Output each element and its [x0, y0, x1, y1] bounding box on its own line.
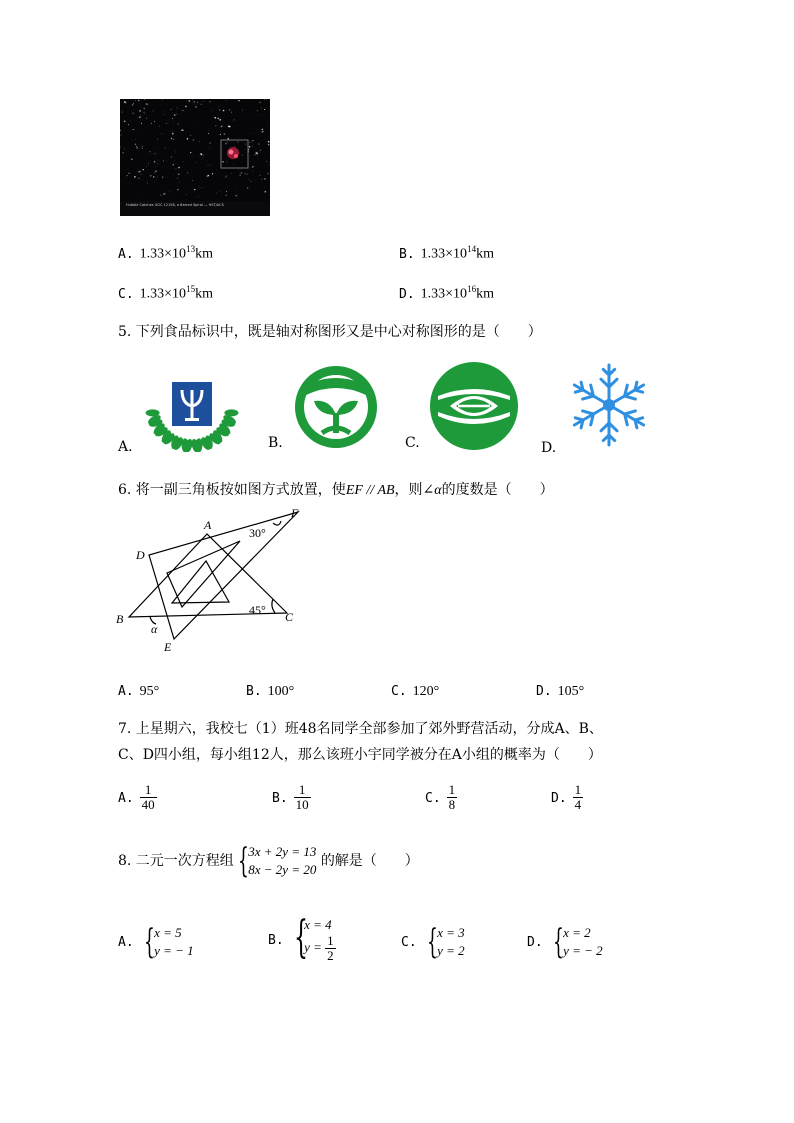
q4-option-b[interactable]: B. $1.33\times 10^{14}km$ [399, 244, 494, 262]
star [229, 109, 230, 110]
star [250, 181, 251, 182]
label-alpha: α [151, 622, 158, 636]
star [178, 124, 179, 125]
star [159, 126, 160, 127]
star [153, 111, 154, 112]
star [132, 104, 134, 106]
star [122, 152, 124, 154]
star [265, 191, 267, 193]
star [259, 102, 261, 104]
star [169, 191, 170, 192]
star [155, 171, 156, 172]
star [138, 100, 140, 102]
fraction: $\frac{1}{4}$ [574, 782, 582, 812]
star [268, 165, 269, 166]
star [253, 133, 254, 134]
star [224, 133, 226, 135]
star [135, 144, 136, 145]
label-e: E [164, 640, 172, 654]
star [198, 157, 199, 158]
star [249, 146, 251, 148]
star [186, 194, 187, 195]
star [141, 115, 142, 116]
star [227, 138, 229, 140]
star [142, 146, 143, 147]
star [223, 110, 224, 111]
star [142, 196, 143, 197]
star [222, 161, 223, 162]
star [261, 179, 262, 180]
laurel-leaf [146, 409, 160, 416]
q8-option-c[interactable]: C. { x = 3 y = 2 [401, 922, 465, 962]
star [157, 147, 158, 148]
star [150, 175, 151, 176]
q5-question: 5. 下列食品标识中，既是轴对称图形又是中心对称图形的是（ ） [118, 324, 542, 340]
star [146, 118, 147, 119]
star [260, 150, 261, 151]
star [198, 121, 199, 122]
star [239, 175, 241, 177]
fraction: $\frac{1}{8}$ [448, 782, 456, 812]
star [252, 166, 253, 167]
q7-option-c[interactable]: C. $\frac{1}{8}$ [425, 782, 456, 812]
star [225, 177, 226, 178]
star [261, 107, 262, 108]
star [144, 108, 145, 109]
q5-option-c[interactable]: C. [405, 435, 420, 451]
star [182, 110, 183, 111]
star [173, 131, 174, 132]
snowflake-arm [574, 405, 609, 428]
star [238, 198, 239, 199]
star [166, 123, 167, 124]
starfield-graphic [120, 99, 270, 216]
star [124, 148, 125, 149]
star [154, 182, 155, 183]
q7-question-line1: 7. 上星期六，我校七（1）班48名同学全部参加了郊外野营活动，分成A、B、 [118, 721, 603, 737]
solution-system: { x = 3 y = 2 [427, 922, 465, 962]
star [135, 139, 136, 140]
star [236, 191, 237, 192]
star [173, 139, 174, 140]
snowflake-arm [574, 382, 609, 405]
star [203, 155, 204, 156]
star [202, 187, 203, 188]
star [165, 147, 166, 148]
snowflake-arm [609, 405, 644, 428]
q6-option-d[interactable]: D. 105° [536, 684, 585, 699]
star [201, 104, 202, 105]
star [245, 173, 246, 174]
star [208, 133, 209, 134]
star [234, 164, 235, 165]
star [157, 139, 158, 140]
star [128, 124, 129, 125]
star [147, 103, 149, 105]
star [168, 190, 169, 191]
star [220, 127, 221, 128]
star [143, 112, 145, 114]
star [142, 132, 143, 133]
star [219, 109, 221, 111]
star [193, 155, 194, 156]
label-a: A [204, 518, 212, 532]
star [219, 191, 220, 192]
star [264, 109, 265, 110]
star [226, 100, 227, 101]
star [258, 143, 260, 145]
star [195, 162, 196, 163]
star [162, 133, 163, 134]
fraction: $\frac{1}{40}$ [141, 782, 155, 812]
star [175, 152, 176, 153]
q6-option-c[interactable]: C. 120° [391, 684, 440, 699]
star [129, 173, 130, 174]
q5-option-b[interactable]: B. [268, 435, 283, 451]
star [192, 100, 193, 101]
q4-option-a[interactable]: A. $1.33\times 10^{13}km$ [118, 244, 213, 262]
star [193, 139, 194, 140]
star [254, 156, 255, 157]
star [143, 169, 144, 170]
star [226, 195, 227, 196]
logo-b-green-food [292, 363, 380, 451]
star [154, 173, 155, 174]
star [217, 118, 219, 120]
star [267, 173, 269, 175]
star [170, 109, 171, 110]
star [226, 191, 227, 192]
laurel-leaf [195, 438, 202, 452]
q7-option-a[interactable]: A. $\frac{1}{40}$ [118, 782, 155, 812]
star [158, 161, 159, 162]
star [120, 134, 121, 135]
star [260, 175, 261, 176]
q8-option-d[interactable]: D. { x = 2 y = − 2 [527, 922, 603, 962]
star [174, 114, 176, 116]
star [164, 111, 165, 112]
star [228, 126, 230, 128]
star [207, 165, 208, 166]
star [122, 112, 123, 113]
star [176, 168, 177, 169]
star [133, 103, 134, 104]
star [226, 175, 227, 176]
star [177, 178, 178, 179]
star [211, 165, 212, 166]
star [124, 120, 126, 122]
star [194, 104, 195, 105]
star [150, 151, 151, 152]
star [147, 183, 148, 184]
star [221, 192, 222, 193]
label-f: F [291, 506, 299, 520]
star [190, 152, 191, 153]
star [153, 176, 154, 177]
star [237, 141, 238, 142]
star [261, 114, 262, 115]
star [164, 114, 165, 115]
star [154, 121, 155, 122]
star [185, 106, 187, 108]
star [135, 100, 136, 101]
snowflake-arm [609, 382, 644, 405]
star [247, 174, 248, 175]
q5-option-a[interactable]: A. [118, 439, 133, 455]
star [236, 195, 237, 196]
label-b: B [116, 612, 124, 626]
star [249, 142, 250, 143]
star [157, 177, 158, 178]
star [258, 115, 259, 116]
star [187, 138, 189, 140]
star [136, 146, 137, 147]
q4-option-d[interactable]: D. $1.33\times 10^{16}km$ [399, 284, 494, 302]
star [241, 172, 243, 174]
star [172, 118, 173, 119]
star [139, 110, 141, 112]
star [183, 161, 184, 162]
star [189, 100, 191, 102]
star [215, 125, 216, 126]
star [253, 166, 254, 167]
q7-question-line2: C、D四小组，每小组12人，那么该班小宇同学被分在A小组的概率为（ ） [118, 747, 602, 763]
q7-option-d[interactable]: D. $\frac{1}{4}$ [551, 782, 582, 812]
star [268, 144, 270, 146]
star [203, 101, 204, 102]
q8-question: 8. 二元一次方程组 { 3x + 2y = 13 8x − 2y = 20 的解是（ ） [118, 841, 419, 881]
star [234, 146, 235, 147]
label-c: C [285, 610, 294, 624]
star [141, 123, 142, 124]
star [146, 166, 147, 167]
star [176, 107, 177, 108]
star [249, 179, 250, 180]
solution-system: { x = 5 y = − 1 [144, 922, 194, 962]
label-d: D [136, 548, 145, 562]
star [219, 119, 221, 121]
star [210, 148, 211, 149]
star [201, 154, 203, 156]
star [199, 141, 200, 142]
label-angle-30: 30° [249, 526, 266, 540]
star [245, 117, 246, 118]
q6-option-b[interactable]: B. 100° [246, 684, 295, 699]
star [131, 159, 133, 161]
star [178, 167, 179, 168]
star [134, 176, 136, 178]
star [238, 100, 239, 101]
star [171, 157, 172, 158]
logo-a-wreath [143, 360, 241, 452]
solution-system: { x = 4 y = $\frac{1}{2}$ [294, 912, 334, 963]
star [245, 144, 246, 145]
star [182, 129, 183, 130]
star [238, 169, 239, 170]
star [214, 117, 216, 119]
star [189, 185, 190, 186]
star [247, 187, 249, 189]
q4-option-c[interactable]: C. $1.33\times 10^{15}km$ [118, 284, 213, 302]
star [195, 106, 197, 108]
star [231, 112, 232, 113]
star [211, 111, 212, 112]
q8-option-a[interactable]: A. { x = 5 y = − 1 [118, 922, 194, 962]
star [220, 134, 221, 135]
star [151, 123, 152, 124]
star [137, 147, 138, 148]
star [126, 175, 127, 176]
star [177, 189, 178, 190]
star [252, 142, 253, 143]
star [162, 176, 163, 177]
q6-option-a[interactable]: A. 95° [118, 684, 160, 699]
q7-option-b[interactable]: B. $\frac{1}{10}$ [272, 782, 309, 812]
star [178, 173, 180, 175]
star [255, 154, 256, 155]
star [138, 177, 140, 179]
star [262, 129, 264, 131]
star [139, 116, 141, 118]
star [187, 172, 188, 173]
star [256, 152, 258, 154]
star [150, 161, 151, 162]
star [155, 166, 156, 167]
star [208, 175, 209, 176]
star [141, 174, 142, 175]
star [216, 193, 217, 194]
galaxy-image [120, 99, 270, 216]
star [266, 161, 267, 162]
star [125, 102, 127, 104]
star [215, 173, 216, 174]
star [133, 129, 134, 130]
star [234, 119, 235, 120]
star [212, 173, 213, 174]
star [154, 161, 156, 163]
star [226, 158, 227, 159]
star [252, 140, 253, 141]
star [160, 195, 161, 196]
star [194, 101, 195, 102]
star [154, 153, 155, 154]
star [267, 99, 268, 100]
star [227, 162, 228, 163]
star [120, 147, 121, 148]
star [171, 138, 172, 139]
fraction: $\frac{1}{10}$ [295, 782, 309, 812]
star [227, 142, 228, 143]
star [242, 155, 243, 156]
star [176, 113, 177, 114]
star [156, 179, 157, 180]
star [133, 113, 134, 114]
star [264, 99, 265, 100]
star [244, 149, 245, 150]
star [148, 164, 149, 165]
logo-d-snowflake [564, 360, 654, 450]
star [225, 143, 226, 144]
star [190, 135, 191, 136]
star [174, 160, 175, 161]
star [210, 143, 211, 144]
triangle-set-figure [112, 503, 312, 655]
star [163, 160, 164, 161]
label-angle-45: 45° [249, 603, 266, 617]
star [172, 133, 174, 135]
star [157, 164, 158, 165]
star [221, 126, 223, 128]
image-caption: Hubble Catches UGC 12158, a Barred Spiral — HST/ACS [126, 203, 224, 207]
solution-system: { x = 2 y = − 2 [553, 922, 603, 962]
star [262, 131, 263, 132]
equation-system: { 3x + 2y = 13 8x − 2y = 20 [238, 841, 317, 881]
star [139, 171, 140, 172]
star [198, 196, 199, 197]
star [145, 113, 146, 114]
star [209, 101, 210, 102]
star [231, 173, 232, 174]
star [142, 148, 143, 149]
star [264, 178, 266, 180]
star [197, 102, 198, 103]
star [192, 180, 193, 181]
star [242, 110, 243, 111]
star [268, 141, 270, 143]
star [256, 179, 257, 180]
logo-c-leaf-circle [428, 360, 520, 452]
star [173, 122, 174, 123]
star [252, 146, 253, 147]
star [257, 110, 258, 111]
star [179, 182, 180, 183]
q6-question: 6. 将一副三角板按如图方式放置，使EF // AB，则∠α的度数是（ ） [118, 482, 554, 498]
star [130, 121, 131, 122]
star [173, 164, 174, 165]
q8-option-b[interactable]: B. { x = 4 y = $\frac{1}{2}$ [268, 912, 334, 963]
star [163, 193, 164, 194]
star [137, 118, 138, 119]
q5-option-d[interactable]: D. [541, 440, 557, 456]
star [194, 189, 195, 190]
